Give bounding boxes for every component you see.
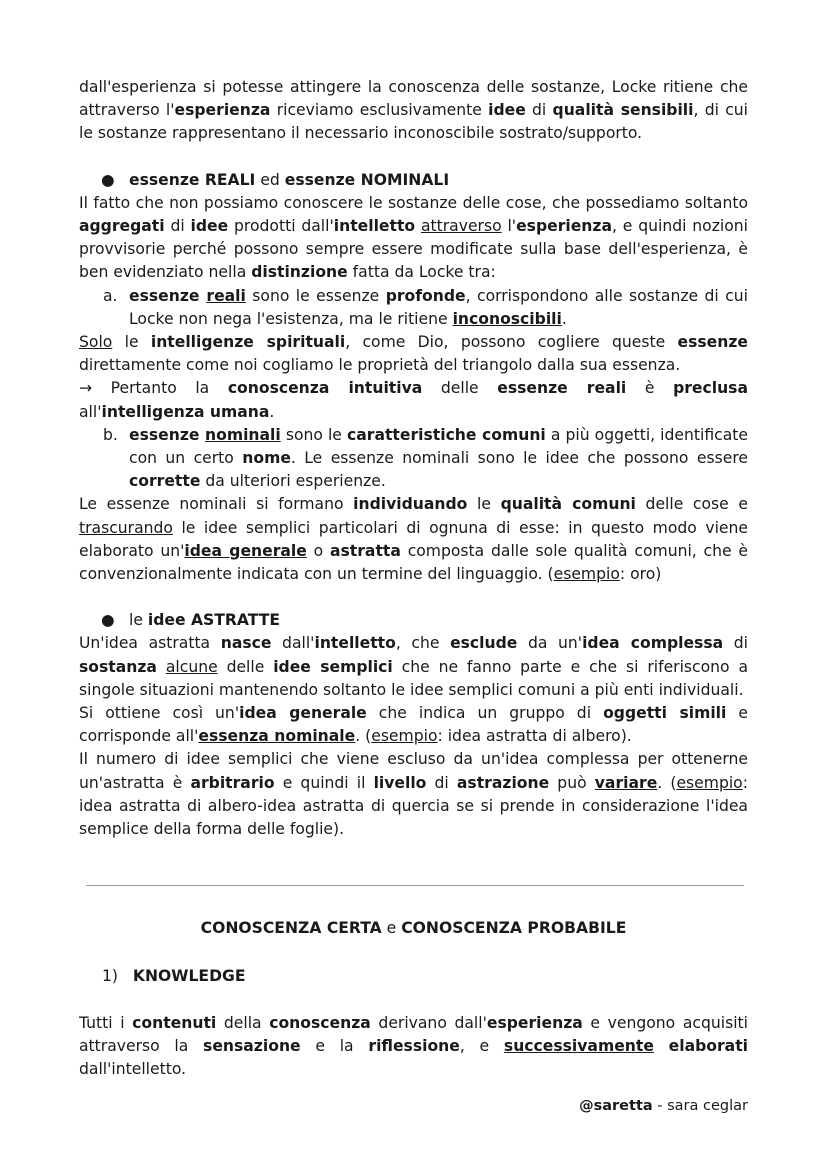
text: riceviamo esclusivamente (270, 101, 489, 120)
arrow-icon: → (79, 379, 93, 398)
author-name: - sara ceglar (652, 1098, 748, 1114)
text: : oro) (619, 565, 662, 584)
bold-text: qualità comuni (500, 495, 636, 514)
astratte-heading (79, 609, 748, 632)
bold-underlined-text: idea generale (184, 541, 307, 560)
bold-text: individuando (353, 495, 468, 514)
underlined-text: alcune (165, 657, 218, 676)
section-heading (79, 917, 748, 940)
bold-text: CONOSCENZA PROBABILE (401, 919, 627, 937)
bold-text: sostanza (79, 657, 157, 676)
essenze-paragraph-2 (79, 331, 748, 377)
bold-underlined-text: nominali (205, 425, 281, 444)
text: derivano dall' (370, 1014, 487, 1032)
bold-text: corrette (129, 472, 201, 491)
text: , e quindi nozioni provvisorie perché possono sempre essere modificate sulla base dell'esperienza, è ben evidenziato nella (79, 217, 748, 282)
bold-text: idee semplici (273, 657, 393, 676)
bold-text: intelletto (333, 217, 416, 236)
text: , corrispondono alle sostanze di cui Locke non nega l'esistenza, ma le ritiene (129, 286, 748, 328)
text: direttamente come noi cogliamo le proprietà del triangolo dalla sua essenza. (79, 356, 681, 375)
text: , di cui le sostanze rappresentano il necessario inconoscibile sostrato/supporto. (79, 101, 748, 143)
list-item-a (79, 285, 748, 331)
text: Il fatto che non possiamo conoscere le sostanze delle cose, che possediamo soltanto (79, 193, 748, 212)
text: ed (255, 170, 285, 189)
text: all' (79, 402, 102, 421)
text: : idea astratta di albero). (437, 727, 632, 746)
bold-underlined-text: reali (206, 286, 246, 305)
knowledge-heading (102, 965, 245, 988)
bold-text: profonde (385, 286, 466, 305)
bullet-icon: ● (101, 170, 115, 189)
bold-text: intelligenza umana (101, 402, 270, 421)
text: Pertanto la (92, 379, 228, 398)
text: di (525, 101, 553, 120)
text: prodotti dall' (228, 217, 334, 236)
bold-text: arbitrario (190, 773, 275, 792)
bold-text: KNOWLEDGE (132, 967, 246, 985)
bold-text: idee (488, 101, 526, 120)
text: . ( (657, 773, 677, 792)
bold-text: astrazione (456, 773, 550, 792)
bold-text: nome (242, 449, 291, 468)
text: che ne fanno parte e che si riferiscono a singole situazioni mantenendo soltanto le idee semplici comuni a più enti individuali. (79, 657, 748, 699)
text: . ( (355, 727, 372, 746)
underlined-text: Solo (79, 333, 113, 352)
bold-text: essenze (677, 333, 748, 352)
bold-underlined-text: essenza nominale (198, 727, 356, 746)
essenze-paragraph-3 (79, 377, 748, 423)
bold-text: esclude (450, 634, 518, 653)
text: fatta da Locke tra: (347, 263, 496, 282)
bold-underlined-text: inconoscibili (452, 309, 562, 328)
text: da un' (517, 634, 583, 653)
bold-text: essenze NOMINALI (284, 170, 450, 189)
bold-text: idee (190, 217, 229, 236)
bold-text: esperienza (486, 1014, 583, 1032)
knowledge-paragraph (79, 1012, 748, 1082)
bold-text: essenze (129, 425, 206, 444)
text: o (306, 541, 330, 560)
bold-text: esperienza (516, 217, 613, 236)
bold-underlined-text: successivamente (503, 1037, 654, 1056)
text: dall'esperienza si potesse attingere la conoscenza delle sostanze, Locke ritiene che attraverso l' (79, 78, 748, 120)
bold-text: distinzione (251, 263, 348, 282)
astratte-paragraph-3 (79, 748, 748, 841)
bold-text: idea generale (239, 704, 367, 723)
text: . (269, 402, 275, 421)
list-label: a. (103, 286, 118, 305)
text: può (549, 773, 595, 792)
bold-text: oggetti simili (603, 704, 727, 723)
intro-paragraph (79, 76, 748, 146)
text: Un'idea astratta (79, 634, 221, 653)
bold-text: preclusa (673, 379, 748, 398)
text: le idee semplici particolari di ognuna di esse: in questo modo viene elaborato un' (79, 518, 748, 560)
underlined-text: trascurando (79, 518, 173, 537)
bold-text: CONOSCENZA CERTA (200, 919, 382, 937)
text: l' (501, 217, 517, 236)
text: , come Dio, possono cogliere queste (345, 333, 678, 352)
bold-text: conoscenza intuitiva (227, 379, 423, 398)
text: e (381, 919, 402, 937)
bold-text: sensazione (203, 1037, 301, 1056)
underlined-text: esempio (371, 727, 438, 746)
underlined-text: attraverso (420, 217, 502, 236)
bold-text: qualità sensibili (552, 101, 694, 120)
document-body (79, 76, 748, 841)
text: delle (422, 379, 498, 398)
bold-text: livello (373, 773, 427, 792)
underlined-text: esempio (676, 773, 743, 792)
text: di (723, 634, 748, 653)
text: che indica un gruppo di (366, 704, 604, 723)
bold-text: riflessione (368, 1037, 460, 1056)
text: Si ottiene così un' (79, 704, 240, 723)
text: di (426, 773, 457, 792)
astratte-paragraph-1 (79, 632, 748, 702)
text: sono le essenze (245, 286, 386, 305)
bold-underlined-text: variare (594, 773, 658, 792)
essenze-paragraph-1 (79, 192, 748, 285)
bold-text: esperienza (174, 101, 271, 120)
text: , e (459, 1037, 504, 1056)
bold-text: essenze (129, 286, 207, 305)
text: della (216, 1014, 270, 1032)
text: Tutti i (79, 1014, 133, 1032)
text: . (561, 309, 567, 328)
text: le (467, 495, 501, 514)
bold-text: essenze REALI (129, 170, 256, 189)
bullet-icon: ● (101, 611, 115, 630)
bold-text: essenze reali (497, 379, 627, 398)
bold-text: conoscenza (269, 1014, 371, 1032)
text: è (626, 379, 674, 398)
text: le (129, 611, 148, 630)
bold-text: elaborati (668, 1037, 749, 1056)
bold-text: nasce (220, 634, 272, 653)
bold-text: contenuti (132, 1014, 217, 1032)
text: , che (395, 634, 451, 653)
author-handle: @saretta (579, 1098, 653, 1114)
text: dall' (271, 634, 315, 653)
list-item-b (79, 424, 748, 494)
bold-text: caratteristiche comuni (346, 425, 546, 444)
text: . Le essenze nominali sono le idee che possono essere (290, 449, 748, 468)
bold-text: idee ASTRATTE (147, 611, 281, 630)
text: delle (217, 657, 274, 676)
text (654, 1037, 669, 1055)
text: e quindi il (274, 773, 374, 792)
text: sono le (280, 425, 347, 444)
bold-text: aggregati (79, 217, 165, 236)
essenze-paragraph-4 (79, 493, 748, 586)
bold-text: idea complessa (582, 634, 724, 653)
text: da ulteriori esperienze. (200, 472, 386, 491)
text (157, 658, 166, 676)
text: di (164, 217, 191, 236)
page-footer (579, 1096, 748, 1116)
text: e vengono acquisiti attraverso la (79, 1014, 748, 1056)
section-divider (86, 885, 744, 886)
text: : idea astratta di albero-idea astratta di quercia se si prende in considerazione l'idea semplice della forma delle foglie). (79, 773, 748, 839)
underlined-text: esempio (553, 565, 620, 584)
text: Il numero di idee semplici che viene escluso da un'idea complessa per ottenerne un'astratta è (79, 750, 748, 792)
text: a più oggetti, identificate con un certo (129, 425, 748, 468)
text: e corrisponde all' (79, 704, 748, 746)
text: delle cose e (635, 495, 748, 514)
text: e la (300, 1037, 369, 1056)
text: Le essenze nominali si formano (79, 495, 354, 514)
bold-text: intelletto (314, 634, 396, 653)
list-number: 1) (102, 967, 119, 985)
list-label: b. (103, 425, 118, 444)
bold-text: intelligenze spirituali (150, 333, 346, 352)
text: dall'intelletto. (79, 1060, 187, 1079)
astratte-paragraph-2 (79, 702, 748, 748)
text: composta dalle sole qualità comuni, che è convenzionalmente indicata con un termine del linguaggio. ( (79, 541, 748, 584)
bold-text: astratta (329, 541, 401, 560)
essenze-heading (79, 169, 748, 192)
text: le (112, 333, 151, 352)
